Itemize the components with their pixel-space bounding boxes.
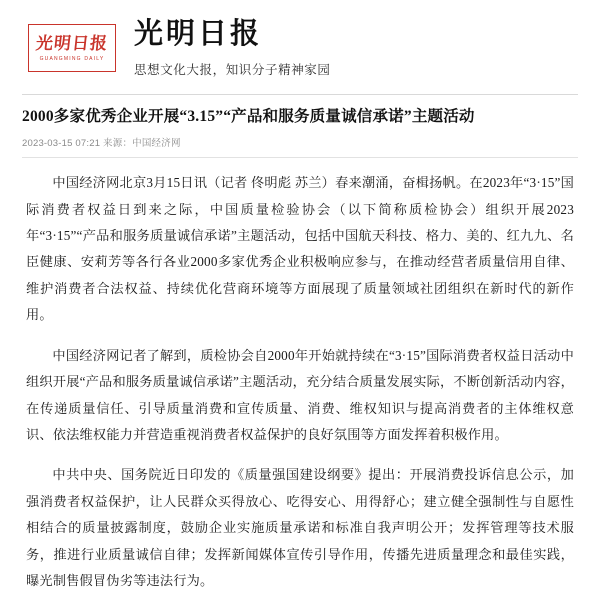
article-paragraph: 中国经济网北京3月15日讯（记者 佟明彪 苏兰）春来潮涌，奋楫扬帆。在2023年“3·15”国际消费者权益日到来之际，中国质量检验协会（以下简称质检协会）组织开展2023年“3·15”“产品和服务质量诚信承诺”主题活动，包括中国航天科技、格力、美的、红九九、名臣健康、安莉芳等各行各业2000多家优秀企业积极响应参与，在推动经营者质量信用自律、维护消费者合法权益、持续优化营商环境等方面展现了质量领域社团组织在新时代的新作用。	[26, 175, 574, 323]
article-paragraph: 中国经济网记者了解到，质检协会自2000年开始就持续在“3·15”国际消费者权益日活动中组织开展“产品和服务质量诚信承诺”主题活动，充分结合质量发展实际，不断创新活动内容，在传递质量信任、引导质量消费和宣传质量、消费、维权知识与提高消费者的主体维权意识、依法维权能力并营造重视消费者权益保护的良好氛围等方面发挥着积极作用。	[26, 347, 574, 442]
logo-english-text: GUANGMING DAILY	[39, 55, 105, 62]
paper-slogan: 思想文化大报，知识分子精神家园	[134, 63, 331, 78]
masthead-text	[134, 18, 331, 78]
masthead	[0, 0, 600, 84]
article-paragraph: 中共中央、国务院近日印发的《质量强国建设纲要》提出：开展消费投诉信息公示，加强消费者权益保护，让人民群众买得放心、吃得安心、用得舒心；建立健全强制性与自愿性相结合的质量披露制度，鼓励企业实施质量承诺和标准自我声明公开；发挥管理等技术服务，推进行业质量诚信自律；发挥新闻媒体宣传引导作用，传播先进质量理念和最佳实践，曝光制售假冒伪劣等违法行为。	[26, 467, 574, 588]
paper-name: 光明日报	[134, 18, 263, 50]
article-body	[0, 158, 600, 594]
guangming-daily-logo	[28, 24, 116, 72]
logo-chinese-text: 光明日报	[35, 33, 109, 53]
page-title: 2000多家优秀企业开展“3.15”“产品和服务质量诚信承诺”主题活动	[22, 108, 475, 126]
article-byline: 2023-03-15 07:21 来源：中国经济网	[22, 138, 181, 150]
